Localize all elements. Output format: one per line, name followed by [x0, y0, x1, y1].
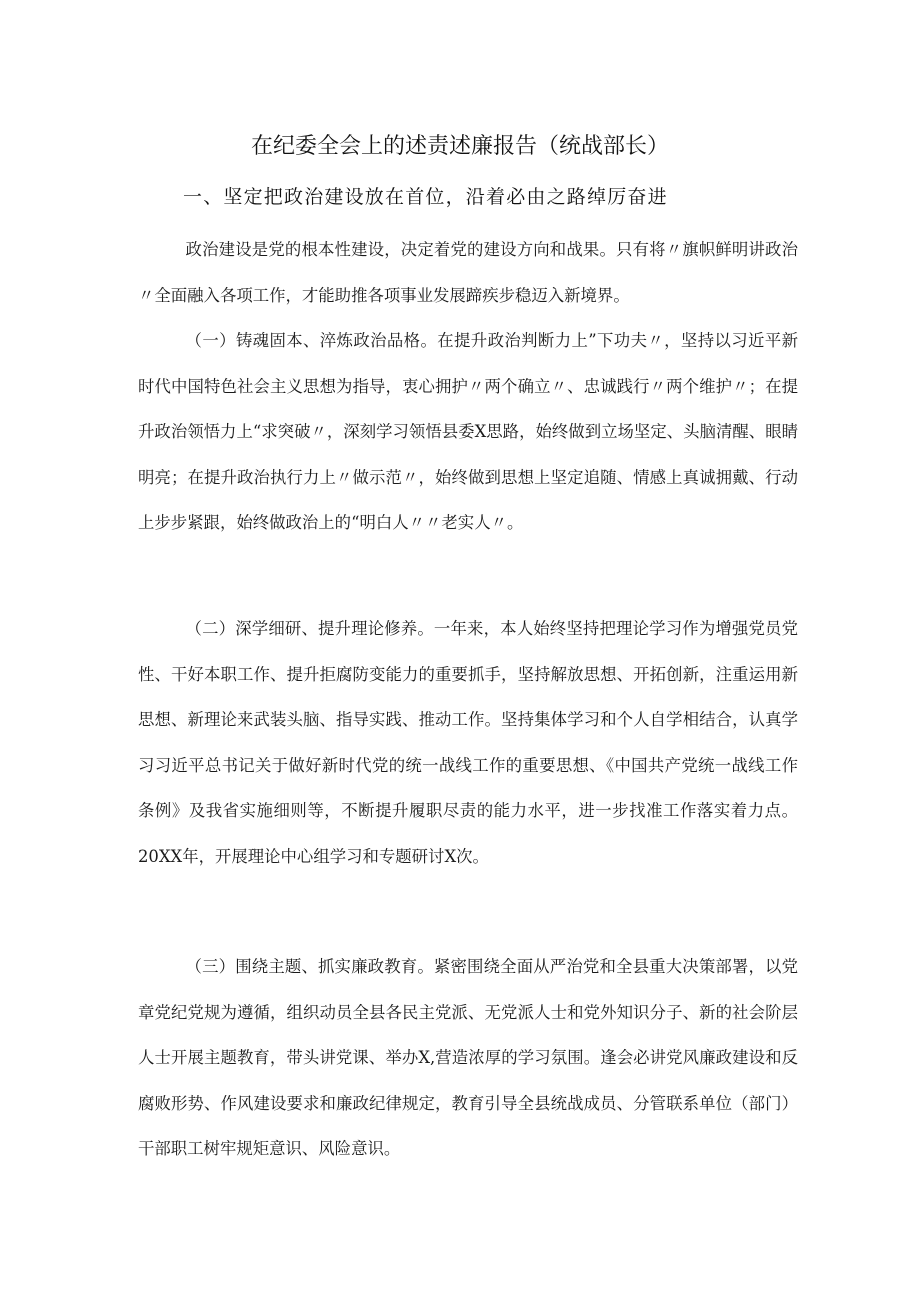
paragraph-intro: 政治建设是党的根本性建设，决定着党的建设方向和战果。只有将〃旗帜鲜明讲政治〃全面融入各项工作，才能助推各项事业发展蹄疾步稳迈入新境界。 — [138, 240, 798, 305]
paragraph-integrity-education: （三）围绕主题、抓实廉政教育。紧密围绕全面从严治党和全县重大决策部署，以党章党纪党规为遵循，组织动员全县各民主党派、无党派人士和党外知识分子、新的社会阶层人士开展主题教育，带头讲党课、举办X,营造浓厚的学习氛围。逢会必讲党风廉政建设和反腐败形势、作风建设要求和廉政纪律规定，教育引导全县统战成员、分管联系单位（部门）干部职工树牢规矩意识、风险意识。 — [138, 957, 798, 1158]
paragraph-theory-study: （二）深学细研、提升理论修养。一年来，本人始终坚持把理论学习作为增强党员党性、干好本职工作、提升拒腐防变能力的重要抓手，坚持解放思想、开拓创新，注重运用新思想、新理论来武装头脑、指导实践、推动工作。坚持集体学习和个人自学相结合，认真学习习近平总书记关于做好新时代党的统一战线工作的重要思想、《中国共产党统一战线工作条例》及我省实施细则等，不断提升履职尽责的能力水平，进一步找准工作落实着力点。20XX年，开展理论中心组学习和专题研讨X次。 — [138, 619, 798, 866]
section-heading: 一、坚定把政治建设放在首位，沿着必由之路绰厉奋进 — [183, 186, 668, 208]
document-title: 在纪委全会上的述责述廉报告（统战部长） — [250, 134, 669, 159]
paragraph-political-character: （一）铸魂固本、淬炼政治品格。在提升政治判断力上”下功夫〃，坚持以习近平新时代中国特色社会主义思想为指导，衷心拥护〃两个确立〃、忠诚践行〃两个维护〃；在提升政治领悟力上“求突破〃，深刻学习领悟县委X思路，始终做到立场坚定、头脑清醒、眼睛明亮；在提升政治执行力上〃做示范〃，始终做到思想上坚定追随、情感上真诚拥戴、行动上步步紧跟，始终做政治上的“明白人〃〃老实人〃。 — [138, 331, 798, 532]
